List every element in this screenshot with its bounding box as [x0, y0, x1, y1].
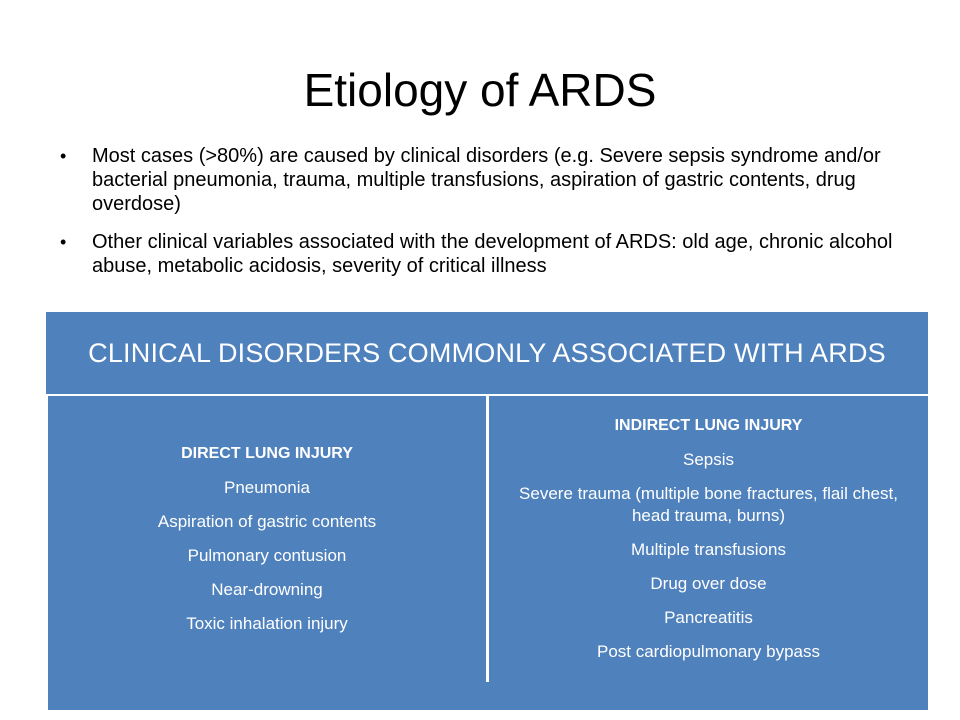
direct-injury-item: Near-drowning	[211, 580, 323, 599]
indirect-lung-injury-heading: INDIRECT LUNG INJURY	[614, 417, 803, 434]
bullet-item	[60, 230, 920, 278]
indirect-injury-item: Drug over dose	[650, 574, 767, 593]
direct-injury-item: Pulmonary contusion	[187, 546, 347, 565]
indirect-injury-item: Severe trauma (multiple bone fractures, flail chest, head trauma, burns)	[519, 484, 898, 525]
indirect-injury-item: Pancreatitis	[664, 608, 753, 627]
bullet-text: Most cases (>80%) are caused by clinical disorders (e.g. Severe sepsis syndrome and/or bacterial pneumonia, trauma, multiple transfusions, aspiration of gastric contents, drug overdose)	[92, 145, 881, 215]
clinical-disorders-table	[46, 312, 928, 710]
bullet-list	[60, 144, 920, 292]
bullet-dot-icon: •	[60, 146, 67, 166]
slide-title: Etiology of ARDS	[303, 64, 657, 116]
direct-injury-item: Pneumonia	[223, 478, 310, 497]
bullet-dot-icon: •	[60, 232, 67, 252]
bullet-item	[60, 144, 920, 216]
direct-injury-item: Aspiration of gastric contents	[157, 512, 377, 531]
bullet-text: Other clinical variables associated with the development of ARDS: old age, chronic alcohol abuse, metabolic acidosis, severity of critical illness	[92, 231, 893, 277]
indirect-injury-item: Multiple transfusions	[631, 540, 786, 559]
indirect-injury-item: Sepsis	[682, 450, 735, 469]
direct-injury-item: Toxic inhalation injury	[186, 614, 348, 633]
indirect-lung-injury-column	[489, 396, 928, 682]
table-header: CLINICAL DISORDERS COMMONLY ASSOCIATED WITH ARDS	[46, 312, 928, 394]
table-footer-band	[48, 682, 928, 710]
direct-lung-injury-column	[48, 396, 486, 682]
indirect-injury-item: Post cardiopulmonary bypass	[596, 642, 820, 661]
direct-lung-injury-heading: DIRECT LUNG INJURY	[181, 445, 353, 462]
